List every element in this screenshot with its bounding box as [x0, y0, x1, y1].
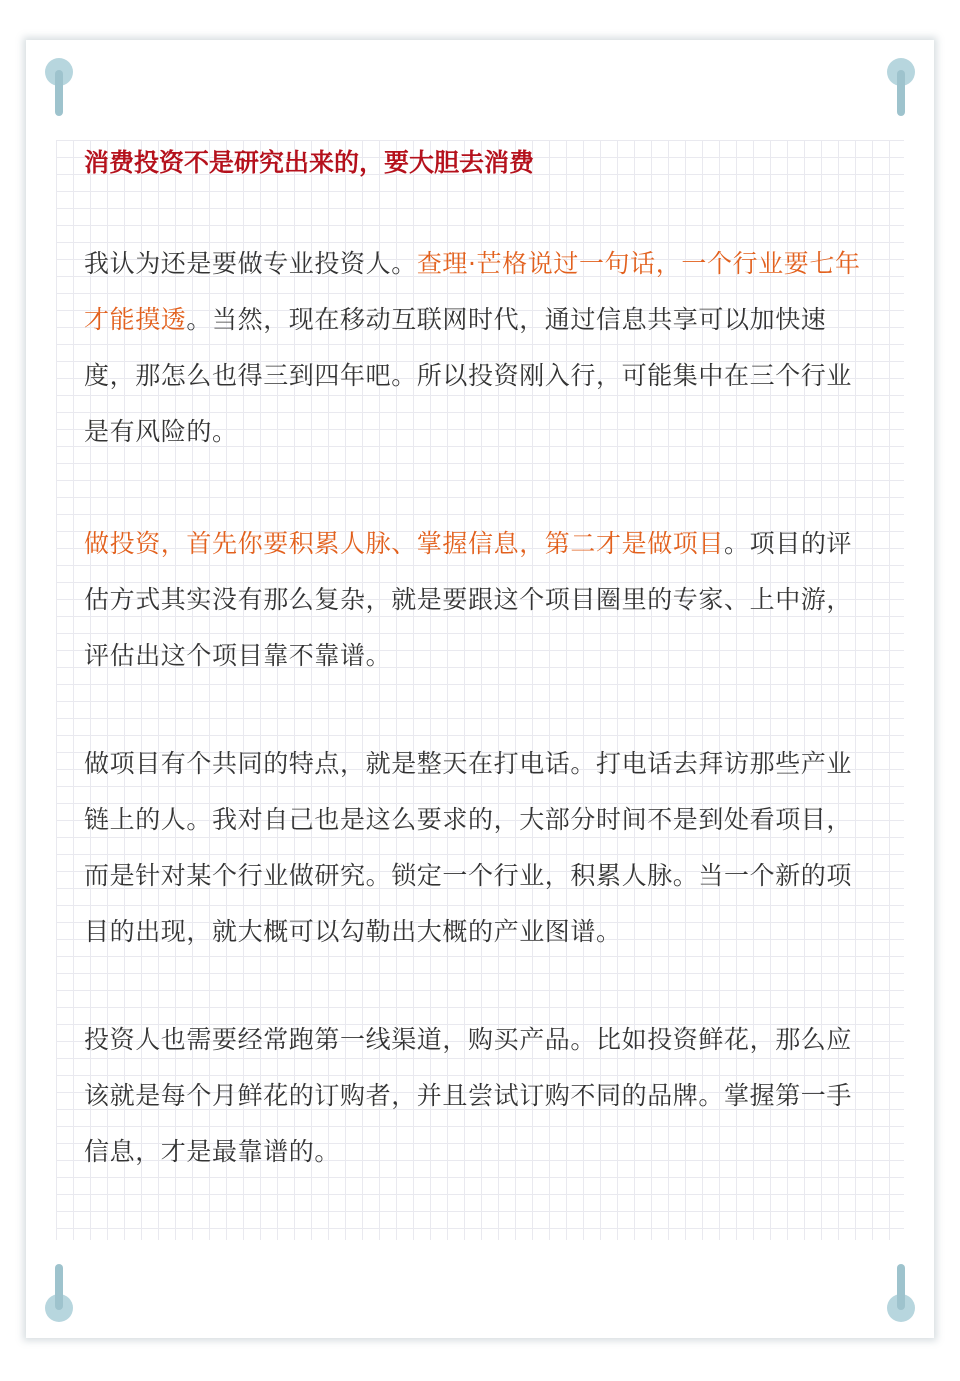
- paragraph-4: 投资人也需要经常跑第一线渠道，购买产品。比如投资鲜花，那么应该就是每个月鲜花的订购者，并且尝试订购不同的品牌。掌握第一手信息，才是最靠谱的。: [84, 1025, 853, 1166]
- paragraph-1: [84, 236, 874, 460]
- paragraph-1-post: 。当然，现在移动互联网时代，通过信息共享可以加快速度，那怎么也得三到四年吧。所以投资刚入行，可能集中在三个行业是有风险的。: [84, 305, 853, 446]
- article-content: [84, 140, 874, 1180]
- article-title: 消费投资不是研究出来的，要大胆去消费: [84, 148, 535, 177]
- paragraph-2: [84, 516, 874, 684]
- paragraph-1-pre: 我认为还是要做专业投资人。: [84, 249, 417, 278]
- paragraph-2-post: 。项目的评估方式其实没有那么复杂，就是要跟这个项目圈里的专家、上中游，评估出这个项目靠不靠谱。: [84, 529, 853, 670]
- pin-top-right-icon: [887, 58, 915, 118]
- pin-bottom-left-icon: [45, 1262, 73, 1322]
- pin-bottom-right-icon: [887, 1262, 915, 1322]
- paragraph-1-highlight: 查理·芒格说过一句话，一个行业要七年才能摸透: [84, 249, 861, 334]
- paragraph-3: 做项目有个共同的特点，就是整天在打电话。打电话去拜访那些产业链上的人。我对自己也是这么要求的，大部分时间不是到处看项目，而是针对某个行业做研究。锁定一个行业，积累人脉。当一个新的项目的出现，就大概可以勾勒出大概的产业图谱。: [84, 749, 853, 946]
- pin-top-left-icon: [45, 58, 73, 118]
- paragraph-2-highlight: 做投资，首先你要积累人脉、掌握信息，第二才是做项目: [84, 529, 725, 558]
